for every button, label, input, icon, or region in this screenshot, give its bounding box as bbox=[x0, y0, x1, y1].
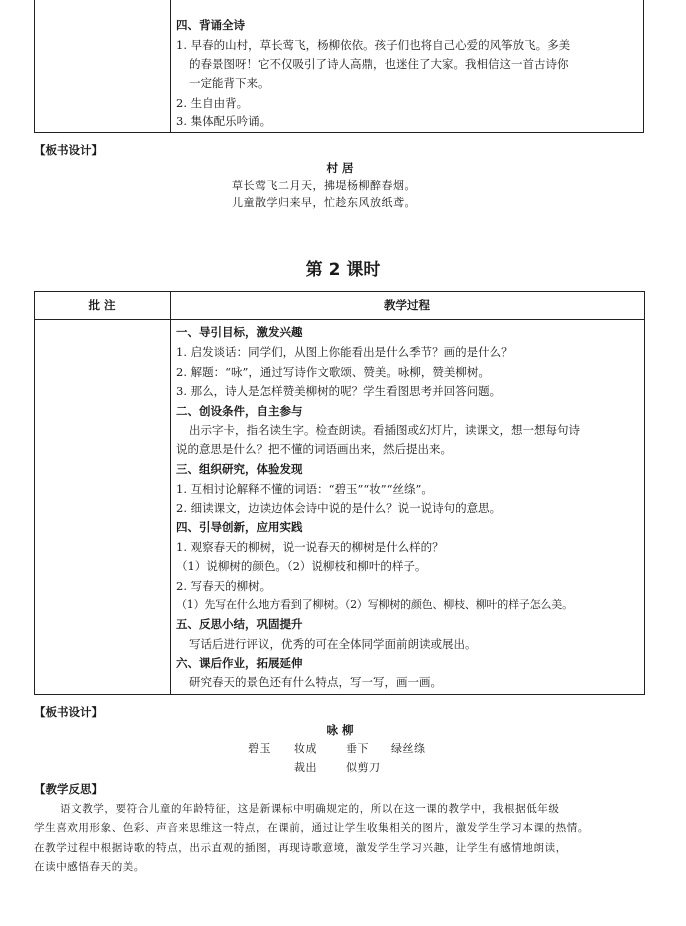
top-table-divider bbox=[170, 0, 171, 132]
section-heading: 一、导引目标，激发兴趣 bbox=[176, 325, 303, 339]
board-word: 裁出 bbox=[294, 761, 317, 774]
text-line: 1. 观察春天的柳树，说一说春天的柳树是什么样的？ bbox=[176, 540, 444, 554]
reflection-line: 学生喜欢用形象、色彩、声音来思维这一特点，在课前，通过让学生收集相关的图片，激发学生学习本课的热情。 bbox=[34, 822, 589, 834]
section-heading: 三、组织研究，体验发现 bbox=[176, 462, 303, 476]
top-table-right-border bbox=[643, 0, 644, 132]
text-line: 3. 集体配乐吟诵。 bbox=[176, 114, 272, 128]
lesson-table-header-rule bbox=[34, 319, 644, 320]
text-line: 1. 启发谈话：同学们，从图上你能看出是什么季节？画的是什么？ bbox=[176, 345, 513, 359]
poem-title: 村 居 bbox=[326, 161, 354, 175]
board-design-label: 【板书设计】 bbox=[34, 705, 103, 719]
poem-line: 草长莺飞二月天，拂堤杨柳醉春烟。 bbox=[232, 179, 416, 192]
reflection-label: 【教学反思】 bbox=[34, 782, 103, 796]
top-table-bottom-border bbox=[34, 132, 644, 133]
text-line: 2. 解题：“咏”，通过写诗作文歌颂、赞美。咏柳，赞美柳树。 bbox=[176, 365, 490, 379]
section-heading: 四、引导创新，应用实践 bbox=[176, 520, 303, 534]
text-line: 一定能背下来。 bbox=[189, 76, 270, 90]
poem-line: 儿童散学归来早，忙趁东风放纸鸢。 bbox=[232, 196, 416, 209]
reflection-line: 语文教学，要符合儿童的年龄特征，这是新课标中明确规定的，所以在这一课的教学中，我根据低年级 bbox=[60, 803, 560, 815]
board-word: 绿丝绦 bbox=[391, 742, 426, 755]
section-heading: 六、课后作业，拓展延伸 bbox=[176, 656, 303, 670]
text-line: （1）先写在什么地方看到了柳树。（2）写柳树的颜色、柳枝、柳叶的样子怎么美。 bbox=[176, 598, 573, 611]
column-header-notes: 批 注 bbox=[88, 298, 116, 312]
text-line: 2. 细读课文，边读边体会诗中说的是什么？说一说诗句的意思。 bbox=[176, 501, 502, 515]
text-line: （1）说柳树的颜色。（2）说柳枝和柳叶的样子。 bbox=[176, 559, 427, 573]
reflection-line: 在读中感悟春天的美。 bbox=[34, 861, 145, 873]
lesson-title: 第 2 课时 bbox=[305, 260, 381, 280]
board-word: 似剪刀 bbox=[346, 761, 381, 774]
text-line: 说的意思是什么？把不懂的词语画出来，然后提出来。 bbox=[176, 442, 452, 456]
board-title: 咏 柳 bbox=[326, 723, 354, 737]
section-heading: 二、创设条件，自主参与 bbox=[176, 404, 303, 418]
top-table-left-border bbox=[34, 0, 35, 132]
board-design-label: 【板书设计】 bbox=[34, 143, 103, 157]
text-line: 的春景图呀！它不仅吸引了诗人高鼎，也迷住了大家。我相信这一首古诗你 bbox=[189, 57, 569, 71]
text-line: 1. 早春的山村，草长莺飞，杨柳依依。孩子们也将自己心爱的风筝放飞。多美 bbox=[176, 38, 571, 52]
text-line: 2. 生自由背。 bbox=[176, 96, 249, 110]
reflection-line: 在教学过程中根据诗歌的特点，出示直观的插图，再现诗歌意境，激发学生学习兴趣，让学生有感情地朗读， bbox=[34, 842, 567, 854]
column-header-process: 教学过程 bbox=[384, 298, 430, 312]
text-line: 出示字卡，指名读生字。检查朗读。看插图或幻灯片，读课文，想一想每句诗 bbox=[189, 423, 580, 437]
lesson-table-divider bbox=[170, 291, 171, 694]
text-line: 2. 写春天的柳树。 bbox=[176, 579, 272, 593]
text-line: 3. 那么，诗人是怎样赞美柳树的呢？学生看图思考并回答问题。 bbox=[176, 384, 502, 398]
board-word: 垂下 bbox=[346, 742, 369, 755]
text-line: 1. 互相讨论解释不懂的词语：“碧玉”“妆”“丝绦”。 bbox=[176, 482, 433, 496]
section-heading: 四、背诵全诗 bbox=[176, 18, 245, 32]
board-word: 妆成 bbox=[294, 742, 317, 755]
text-line: 研究春天的景色还有什么特点，写一写，画一画。 bbox=[189, 675, 442, 689]
text-line: 写话后进行评议，优秀的可在全体同学面前朗读或展出。 bbox=[189, 637, 477, 651]
board-word: 碧玉 bbox=[248, 742, 271, 755]
section-heading: 五、反思小结，巩固提升 bbox=[176, 617, 303, 631]
